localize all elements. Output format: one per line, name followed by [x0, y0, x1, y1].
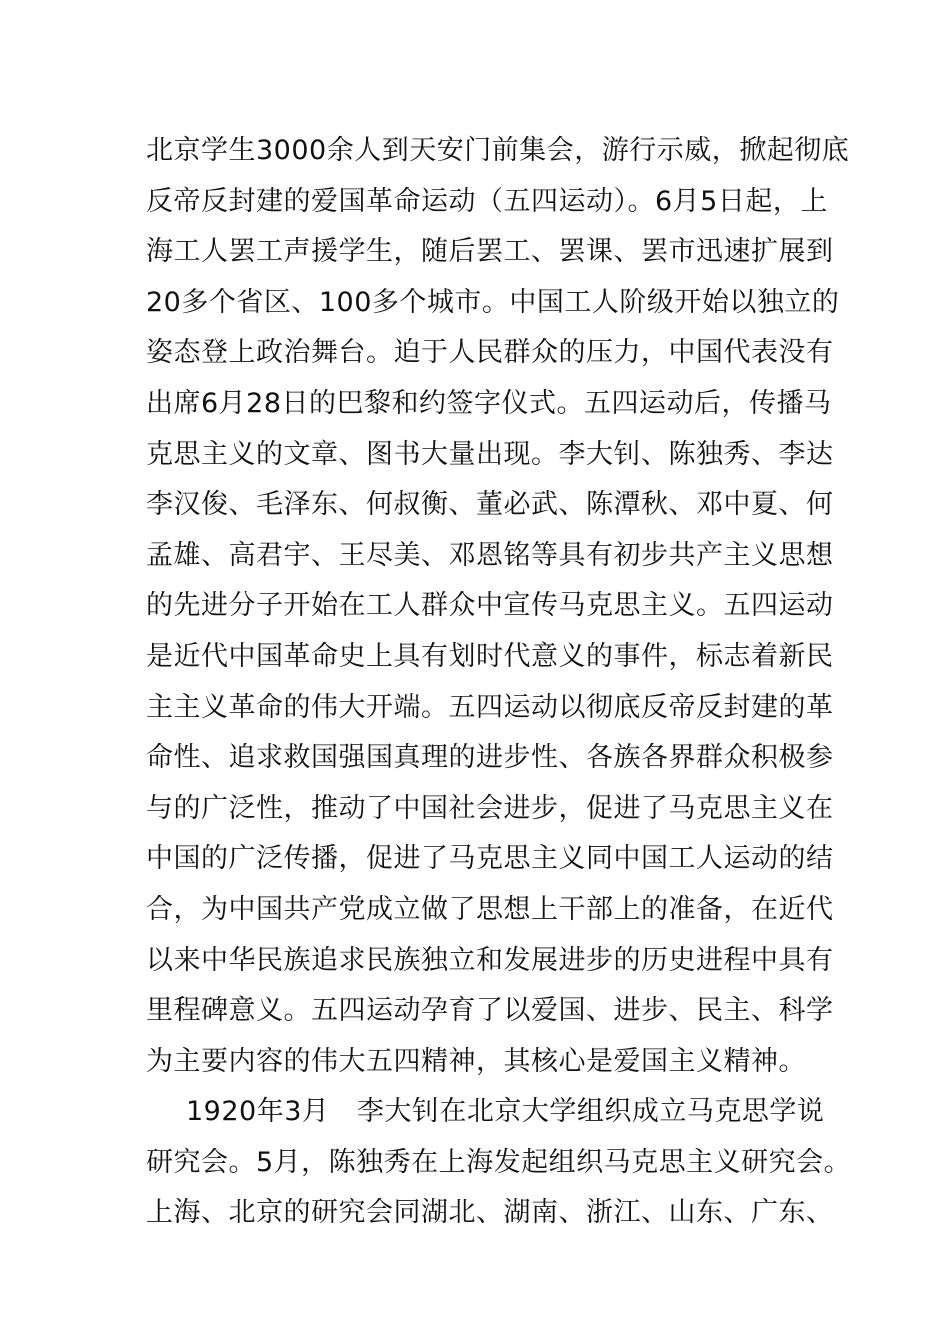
text-line: 合，为中国共产党成立做了思想上干部上的准备，在近代	[146, 893, 834, 925]
text-line: 与的广泛性，推动了中国社会进步，促进了马克思主义在	[146, 792, 834, 824]
text-line: 中国的广泛传播，促进了马克思主义同中国工人运动的结	[146, 843, 834, 875]
text-line: 的先进分子开始在工人群众中宣传马克思主义。五四运动	[146, 590, 834, 622]
text-line: 命性、追求救国强国真理的进步性、各族各界群众积极参	[146, 742, 834, 774]
text-line: 姿态登上政治舞台。迫于人民群众的压力，中国代表没有	[146, 337, 834, 369]
text-line: 北京学生3000余人到天安门前集会，游行示威，掀起彻底	[146, 135, 850, 166]
text-line: 孟雄、高君宇、王尽美、邓恩铭等具有初步共产主义思想	[146, 539, 834, 571]
text-line: 为主要内容的伟大五四精神，其核心是爱国主义精神。	[146, 1045, 806, 1077]
text-line: 以来中华民族追求民族独立和发展进步的历史进程中具有	[146, 944, 834, 976]
text-line: 出席6月28日的巴黎和约签字仪式。五四运动后，传播马	[146, 387, 832, 419]
text-line: 主主义革命的伟大开端。五四运动以彻底反帝反封建的革	[146, 691, 834, 723]
text-line: 上海、北京的研究会同湖北、湖南、浙江、山东、广东、	[146, 1197, 834, 1229]
text-line: 克思主义的文章、图书大量出现。李大钊、陈独秀、李达	[146, 438, 834, 470]
text-line: 20多个省区、100多个城市。中国工人阶级开始以独立的	[146, 286, 840, 318]
text-line: 反帝反封建的爱国革命运动（五四运动）。6月5日起，上	[146, 185, 828, 217]
paragraph-start-line: 1920年3月 李大钊在北京大学组织成立马克思学说	[186, 1096, 825, 1128]
text-line: 李汉俊、毛泽东、何叔衡、董必武、陈潭秋、邓中夏、何	[146, 489, 834, 521]
text-line: 海工人罢工声援学生，随后罢工、罢课、罢市迅速扩展到	[146, 236, 834, 268]
text-line: 里程碑意义。五四运动孕育了以爱国、进步、民主、科学	[146, 995, 834, 1027]
text-line: 是近代中国革命史上具有划时代意义的事件，标志着新民	[146, 640, 834, 672]
text-line: 研究会。5月，陈独秀在上海发起组织马克思主义研究会。	[146, 1146, 852, 1178]
body-text	[146, 126, 852, 1239]
